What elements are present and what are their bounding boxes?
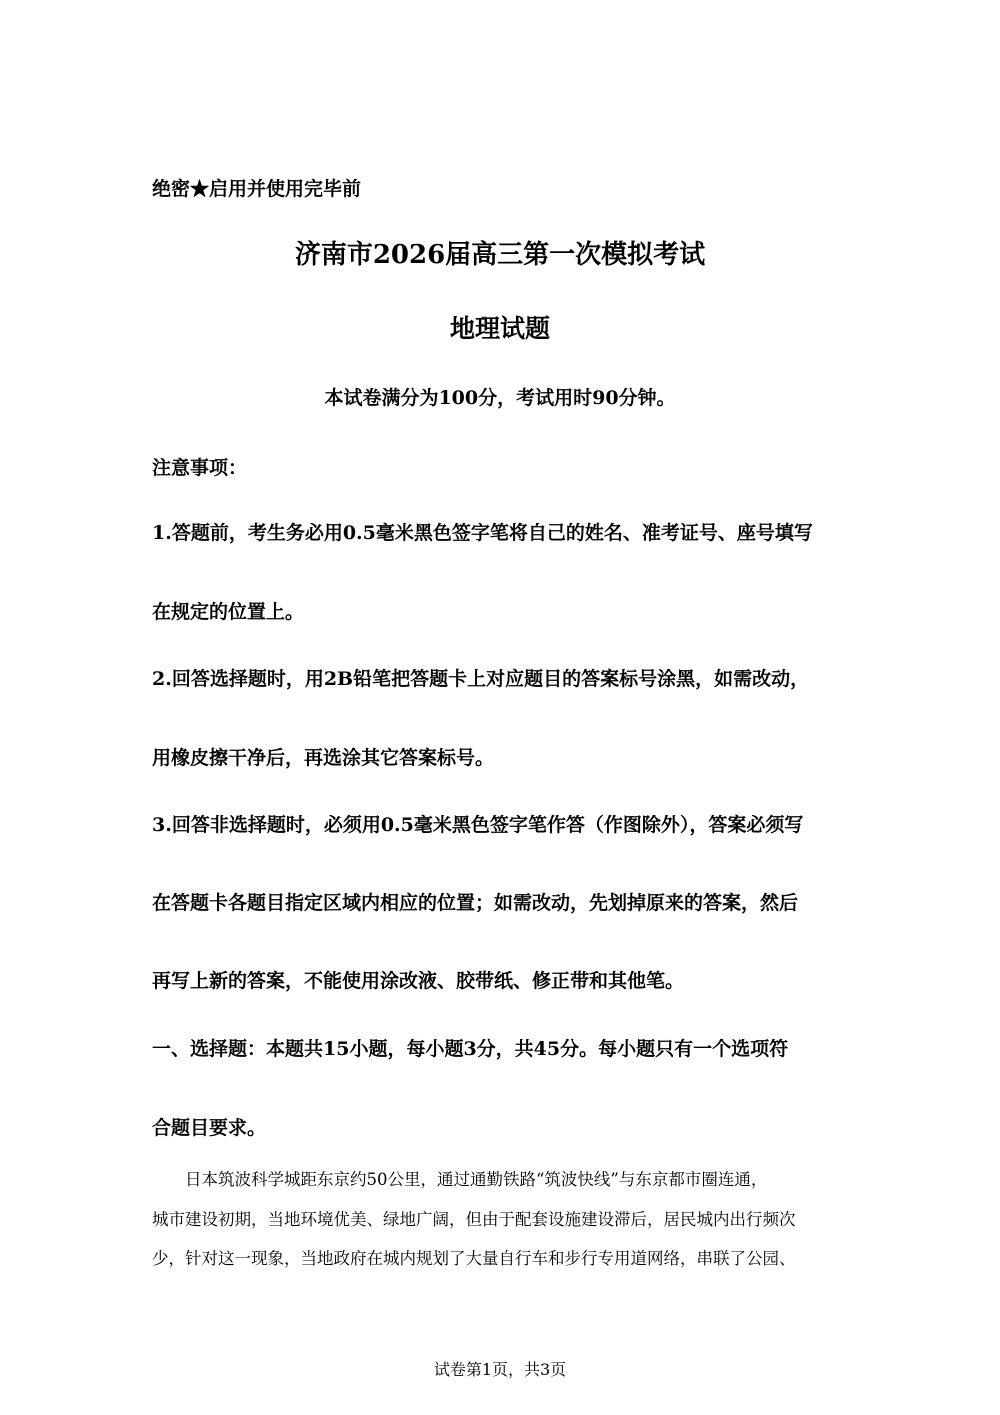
exam-title: 济南市2026届高三第一次模拟考试 (294, 240, 706, 270)
score-info: 本试卷满分为100分，考试用时90分钟。 (324, 387, 676, 409)
notice-line-3: 2.回答选择题时，用2B铅笔把答题卡上对应题目的答案标号涂黑，如需改动， (152, 668, 810, 690)
passage-line-1: 日本筑波科学城距东京约50公里，通过通勤铁路“筑波快线”与东京都市圈连通， (152, 1170, 768, 1189)
subject-title: 地理试题 (449, 314, 550, 343)
notice-line-7: 再写上新的答案，不能使用涂改液、胶带纸、修正带和其他笔。 (152, 970, 685, 992)
section-heading-line-2: 合题目要求。 (152, 1117, 267, 1139)
page-footer: 试卷第1页，共3页 (433, 1360, 567, 1379)
passage-line-2: 城市建设初期，当地环境优美、绿地广阔，但由于配套设施建设滞后，居民城内出行频次 (152, 1210, 796, 1229)
notice-line-4: 用橡皮擦干净后，再选涂其它答案标号。 (152, 747, 495, 769)
notice-heading: 注意事项： (152, 457, 248, 479)
notice-line-6: 在答题卡各题目指定区域内相应的位置；如需改动，先划掉原来的答案，然后 (152, 892, 799, 914)
passage-line-3: 少，针对这一现象，当地政府在城内规划了大量自行车和步行专用道网络，串联了公园、 (152, 1249, 796, 1268)
secret-mark: 绝密★启用并使用完毕前 (152, 178, 362, 200)
section-heading-line-1: 一、选择题：本题共15小题，每小题3分，共45分。每小题只有一个选项符 (152, 1038, 789, 1060)
notice-line-5: 3.回答非选择题时，必须用0.5毫米黑色签字笔作答（作图除外），答案必须写 (152, 814, 804, 836)
notice-line-2: 在规定的位置上。 (152, 601, 305, 623)
notice-line-1: 1.答题前，考生务必用0.5毫米黑色签字笔将自己的姓名、准考证号、座号填写 (152, 522, 813, 544)
